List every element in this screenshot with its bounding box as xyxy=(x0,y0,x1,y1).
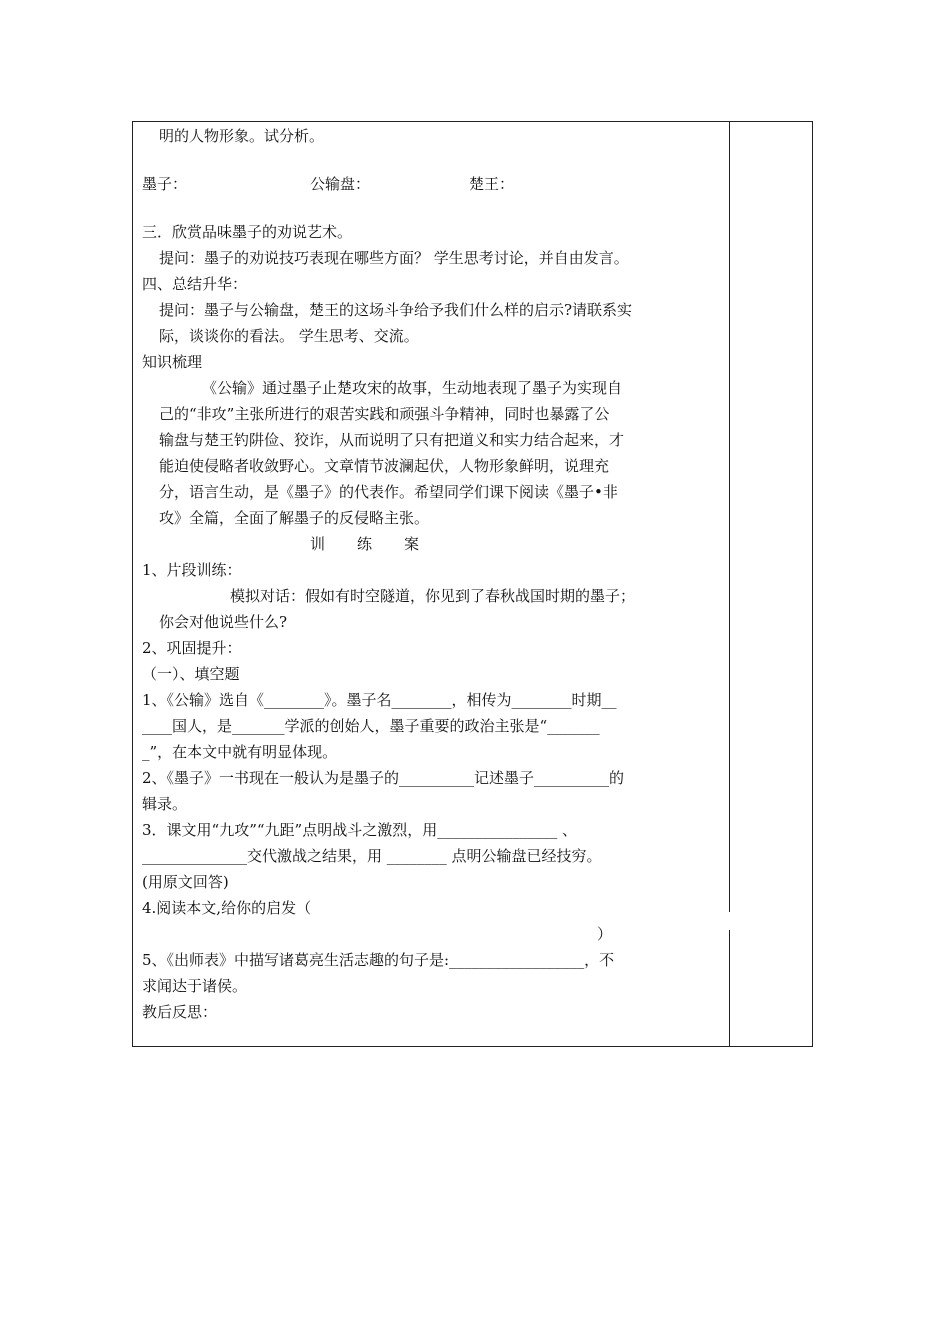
label-mozi: 墨子： xyxy=(142,175,188,193)
section-heading: 知识梳理 xyxy=(142,353,203,371)
text-line: 1、片段训练： xyxy=(142,561,242,579)
text-line: 攻》全篇，全面了解墨子的反侵略主张。 xyxy=(159,509,430,527)
column-divider-gap xyxy=(728,912,731,930)
text-line: 模拟对话：假如有时空隧道，你见到了春秋战国时期的墨子； xyxy=(230,587,636,605)
text-line: 己的“非攻”主张所进行的艰苦实践和顽强斗争精神，同时也暴露了公 xyxy=(159,405,610,423)
text-line: ____国人，是_______学派的创始人，墨子重要的政治主张是“_______ xyxy=(142,717,600,735)
text-line: 2、《墨子》一书现在一般认为是墨子的__________记述墨子__________的 xyxy=(142,769,625,787)
text-line: 提问：墨子的劝说技巧表现在哪些方面？ 学生思考讨论，并自由发言。 xyxy=(159,249,629,267)
text-line: 能迫使侵略者收敛野心。文章情节波澜起伏，人物形象鲜明，说理充 xyxy=(159,457,610,475)
lesson-content xyxy=(142,123,722,1025)
label-gongshu: 公输盘： xyxy=(310,175,371,193)
text-line: 5、《出师表》中描写诸葛亮生活志趣的句子是:__________________，不 xyxy=(142,951,615,969)
label-chuwang: 楚王： xyxy=(469,175,515,193)
text-line: 4.阅读本文,给你的启发（ xyxy=(142,899,312,917)
text-line: 你会对他说些什么? xyxy=(159,613,288,631)
text-line: 明的人物形象。试分析。 xyxy=(159,127,325,145)
section-heading: 四、总结升华： xyxy=(142,275,248,293)
text-line: 辑录。 xyxy=(142,795,188,813)
text-line: 1、《公输》选自《________》。墨子名________，相传为________时期__ xyxy=(142,691,617,709)
text-line: 求闻达于诸侯。 xyxy=(142,977,248,995)
text-line: _”，在本文中就有明显体现。 xyxy=(142,743,338,761)
text-line: (用原文回答) xyxy=(142,873,229,891)
section-title: 训练案 xyxy=(310,535,452,553)
text-line: 际，谈谈你的看法。 学生思考、交流。 xyxy=(159,327,419,345)
column-divider xyxy=(729,121,730,1047)
text-line: 3．课文用“九攻”“九距”点明战斗之激烈，用________________ 、 xyxy=(142,821,577,839)
text-line: ______________交代激战之结果，用 ________ 点明公输盘已经技穷。 xyxy=(142,847,602,865)
section-heading: 三．欣赏品味墨子的劝说艺术。 xyxy=(142,223,353,241)
text-line: 2、巩固提升： xyxy=(142,639,242,657)
text-line: 提问：墨子与公输盘，楚王的这场斗争给予我们什么样的启示?请联系实 xyxy=(159,301,633,319)
text-line: （一）、填空题 xyxy=(142,665,240,683)
text-line: 输盘与楚王钓阱俭、狡诈，从而说明了只有把道义和实力结合起来，才 xyxy=(159,431,625,449)
character-row xyxy=(142,171,722,197)
text-line: ） xyxy=(597,925,613,943)
text-line: 教后反思： xyxy=(142,1003,218,1021)
text-line: 《公输》通过墨子止楚攻宋的故事，生动地表现了墨子为实现自 xyxy=(202,379,623,397)
text-line: 分，语言生动，是《墨子》的代表作。希望同学们课下阅读《墨子•非 xyxy=(159,483,618,501)
